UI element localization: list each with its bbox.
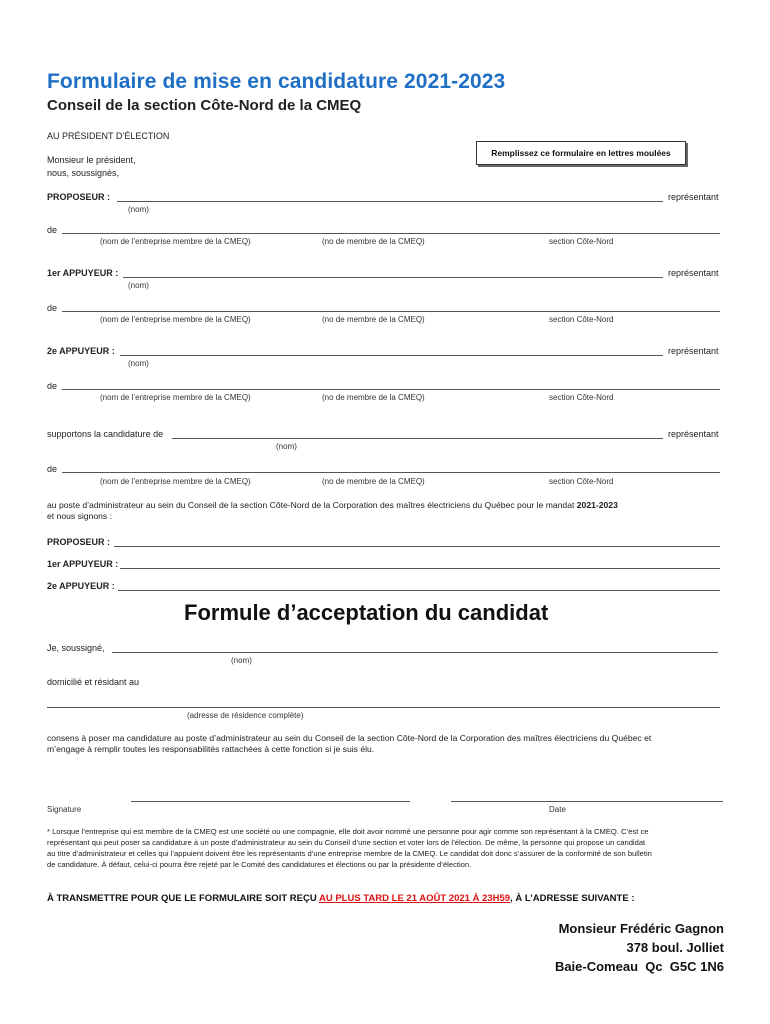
representant-label: représentant bbox=[668, 268, 719, 278]
company-caption: (nom de l’entreprise membre de la CMEQ) bbox=[100, 237, 251, 246]
nom-caption: (nom) bbox=[128, 205, 149, 214]
consent-line-1: consens à poser ma candidature au poste d’administrateur au sein du Conseil de la section Côte-Nord de la Corporation des maîtres électriciens du Québec et bbox=[47, 733, 652, 743]
transmit-after: , À L’ADRESSE SUIVANTE : bbox=[510, 893, 635, 904]
form-title: Formulaire de mise en candidature 2021-2023 bbox=[47, 70, 506, 93]
transmit-before: À TRANSMETTRE POUR QUE LE FORMULAIRE SOIT REÇU bbox=[47, 893, 319, 904]
member-number-caption: (no de membre de la CMEQ) bbox=[322, 393, 425, 402]
candidate-company-field[interactable] bbox=[62, 472, 720, 473]
de-label: de bbox=[47, 464, 58, 474]
footnote bbox=[47, 826, 737, 870]
nom-caption: (nom) bbox=[128, 359, 149, 368]
poste-text: au poste d’administrateur au sein du Conseil de la section Côte-Nord de la Corporation des maîtres électriciens du Québec pour le mandat bbox=[47, 500, 577, 510]
representant-label: représentant bbox=[668, 429, 719, 439]
address-name: Monsieur Frédéric Gagnon bbox=[558, 921, 724, 936]
transmit-instruction bbox=[47, 893, 635, 904]
signature-caption: Signature bbox=[47, 805, 82, 814]
appuyeur2-company-field[interactable] bbox=[62, 389, 720, 390]
je-label: Je, soussigné, bbox=[47, 643, 105, 653]
proposeur-signature-field[interactable] bbox=[114, 546, 720, 547]
deadline: AU PLUS TARD LE 21 AOÛT 2021 À 23H59 bbox=[318, 893, 511, 904]
form-subtitle: Conseil de la section Côte-Nord de la CMEQ bbox=[47, 97, 362, 114]
signons-text: et nous signons : bbox=[47, 511, 112, 521]
member-number-caption: (no de membre de la CMEQ) bbox=[322, 477, 425, 486]
appuyeur1-sign-label: 1er APPUYEUR : bbox=[47, 559, 119, 569]
appuyeur2-label: 2e APPUYEUR : bbox=[47, 346, 115, 356]
company-caption: (nom de l’entreprise membre de la CMEQ) bbox=[100, 477, 251, 486]
proposeur-name-field[interactable] bbox=[117, 201, 663, 202]
footnote-line-4: de candidature. À défaut, celui-ci pourra être rejeté par le Comité des candidatures et élections ou par la présidente d’élection. bbox=[47, 860, 472, 869]
de-label: de bbox=[47, 303, 58, 313]
candidate-signature-field[interactable] bbox=[131, 801, 410, 802]
nom-caption: (nom) bbox=[128, 281, 149, 290]
recipient: AU PRÉSIDENT D’ÉLECTION bbox=[47, 131, 170, 141]
proposeur-company-field[interactable] bbox=[62, 233, 720, 234]
footnote-line-1: * Lorsque l’entreprise qui est membre de la CMEQ est une société ou une compagnie, elle doit avoir nommé une personne pour agir comme son représentant à la CMEQ. C’est ce bbox=[47, 827, 649, 836]
footnote-line-3: au titre d’administrateur et celles qui l’appuient doivent être les représentants d’une entreprise membre de la CMEQ. Le candidat doit donc s’assurer de la conformité de son bulletin bbox=[47, 849, 652, 858]
supportons-label: supportons la candidature de bbox=[47, 429, 164, 439]
acceptation-name-field[interactable] bbox=[112, 652, 718, 653]
nom-caption: (nom) bbox=[231, 656, 252, 665]
poste-paragraph bbox=[47, 500, 737, 522]
member-number-caption: (no de membre de la CMEQ) bbox=[322, 315, 425, 324]
appuyeur2-signature-field[interactable] bbox=[118, 590, 720, 591]
address-city: Baie-Comeau Qc G5C 1N6 bbox=[554, 959, 724, 974]
de-label: de bbox=[47, 381, 58, 391]
representant-label: représentant bbox=[668, 192, 719, 202]
address-street: 378 boul. Jolliet bbox=[626, 940, 724, 955]
nom-caption: (nom) bbox=[276, 442, 297, 451]
company-caption: (nom de l’entreprise membre de la CMEQ) bbox=[100, 315, 251, 324]
appuyeur1-signature-field[interactable] bbox=[120, 568, 720, 569]
footnote-line-2: représentant qui peut poser sa candidature à un poste d’administrateur au sein du Conseil d’une section et voter lors de l’élection. De même, la personne qui propose un candidat bbox=[47, 838, 646, 847]
de-label: de bbox=[47, 225, 58, 235]
consent-line-2: m’engage à remplir toutes les responsabilités rattachées à cette fonction si je suis élu. bbox=[47, 744, 375, 754]
section-caption: section Côte-Nord bbox=[549, 237, 614, 246]
proposeur-label: PROPOSEUR : bbox=[47, 192, 111, 202]
date-caption: Date bbox=[549, 805, 566, 814]
appuyeur2-name-field[interactable] bbox=[120, 355, 663, 356]
greeting-line-1: Monsieur le président, bbox=[47, 155, 136, 165]
section-caption: section Côte-Nord bbox=[549, 315, 614, 324]
date-field[interactable] bbox=[451, 801, 723, 802]
appuyeur2-sign-label: 2e APPUYEUR : bbox=[47, 581, 115, 591]
proposeur-sign-label: PROPOSEUR : bbox=[47, 537, 111, 547]
company-caption: (nom de l’entreprise membre de la CMEQ) bbox=[100, 393, 251, 402]
greeting-line-2: nous, soussignés, bbox=[47, 168, 120, 178]
member-number-caption: (no de membre de la CMEQ) bbox=[322, 237, 425, 246]
representant-label: représentant bbox=[668, 346, 719, 356]
appuyeur1-company-field[interactable] bbox=[62, 311, 720, 312]
domicile-label: domicilié et résidant au bbox=[47, 677, 140, 687]
section-caption: section Côte-Nord bbox=[549, 393, 614, 402]
mandate-years: 2021-2023 bbox=[576, 500, 618, 510]
print-notice-box: Remplissez ce formulaire en lettres moulées bbox=[476, 141, 686, 165]
appuyeur1-label: 1er APPUYEUR : bbox=[47, 268, 119, 278]
section-caption: section Côte-Nord bbox=[549, 477, 614, 486]
consent-paragraph bbox=[47, 733, 737, 755]
candidate-name-field[interactable] bbox=[172, 438, 663, 439]
appuyeur1-name-field[interactable] bbox=[123, 277, 663, 278]
acceptation-title: Formule d’acceptation du candidat bbox=[184, 600, 549, 625]
address-caption: (adresse de résidence complète) bbox=[187, 711, 304, 720]
address-field[interactable] bbox=[47, 707, 720, 708]
